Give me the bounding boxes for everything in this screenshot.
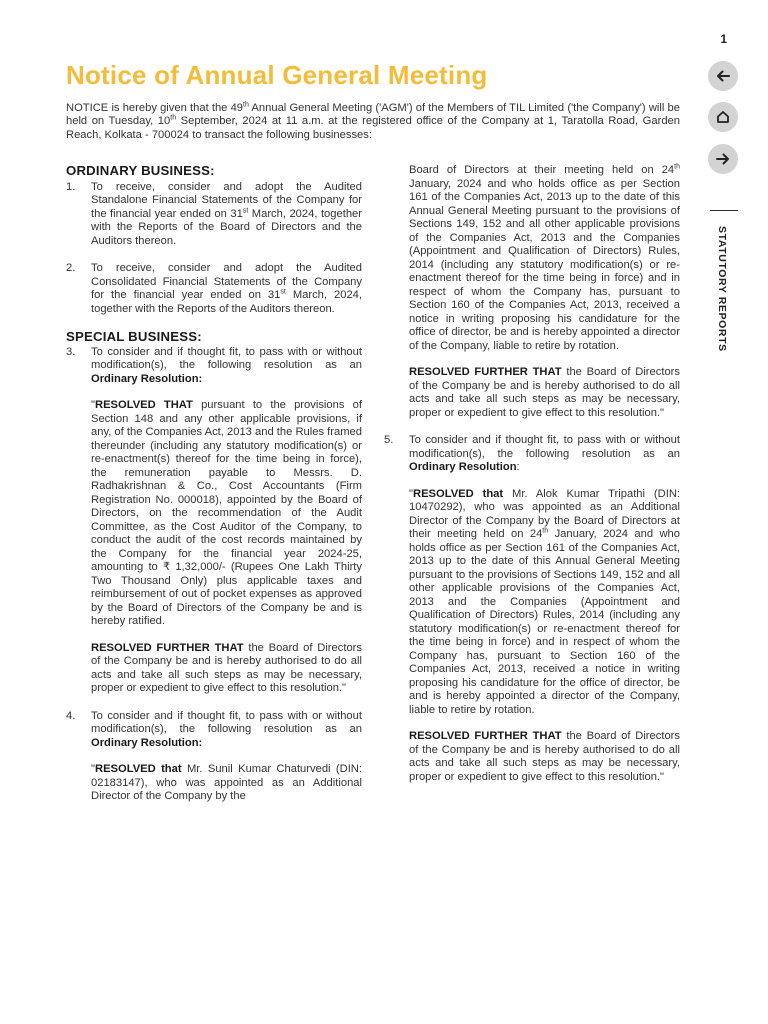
item-intro: To consider and if thought fit, to pass with or without modification(s), the following resolution as an Ordinary Resolution: bbox=[91, 709, 362, 749]
special-item-5 bbox=[384, 434, 680, 784]
resolution-further-text: RESOLVED FURTHER THAT the Board of Directors of the Company be and is hereby authorised to do all acts and take all such steps as may be necessary, proper or expedient to give effect to this resolution." bbox=[409, 366, 680, 419]
ordinary-item-1 bbox=[66, 181, 362, 249]
resolution-text: "RESOLVED THAT pursuant to the provisions of Section 148 and any other applicable provisions, if any, of the Companies Act, 2013 and the Rules framed thereunder (including any statutory modification(s) or re-enactment(s) thereof for the time being in force), the remuneration payable to Messrs. D. Radhakrishnan & Co., Cost Accountants (Firm Registration No. 000018), appointed by the Board of Directors, on the recommendation of the Audit Committee, as the Cost Auditor of the Company, to conduct the audit of the cost records maintained by the Company for the financial year 2024-25, amounting to ₹ 1,32,000/- (Rupees One Lakh Thirty Two Thousand Only) plus applicable taxes and reimbursement of out of pocket expenses as approved by the Board of Directors of the Company be and is hereby ratified. bbox=[91, 399, 362, 627]
item-number: 5. bbox=[384, 434, 394, 446]
item-number: 2. bbox=[66, 262, 76, 274]
resolution-further-text: RESOLVED FURTHER THAT the Board of Directors of the Company be and is hereby authorised to do all acts and take all such steps as may be necessary, proper or expedient to give effect to this resolution." bbox=[91, 641, 362, 694]
item-text: To receive, consider and adopt the Audited Consolidated Financial Statements of the Company for the financial year ended on 31st March, 2024, together with the Reports of the Auditors thereon. bbox=[91, 262, 362, 315]
special-item-4-continued bbox=[384, 164, 680, 420]
special-item-3 bbox=[66, 346, 362, 696]
resolution-further-text: RESOLVED FURTHER THAT the Board of Directors of the Company be and is hereby authorised to do all acts and take all such steps as may be necessary, proper or expedient to give effect to this resolution." bbox=[409, 730, 680, 783]
resolution-text: "RESOLVED that Mr. Alok Kumar Tripathi (DIN: 10470292), who was appointed as an Additional Director of the Company by the Board of Directors at their meeting held on 24th January, 2024 and who holds office as per Section 161 of the Companies Act, 2013 up to the date of this Annual General Meeting pursuant to the provisions of Sections 149, 152 and all other applicable provisions of the Companies Act, 2013 and the Companies (Appointment and Qualification of Directors) Rules, 2014 (including any statutory modification(s) or re-enactment thereof for the time being in force) and in respect of whom the Company has, pursuant to Section 160 of the Companies Act, 2013, received a notice in writing proposing his candidature for the office of director, be and is hereby appointed a director of the Company, liable to retire by rotation. bbox=[409, 487, 681, 716]
item-text: To receive, consider and adopt the Audited Standalone Financial Statements of the Company for the financial year ended on 31st March, 2024, together with the Reports of the Board of Directors and the Auditors thereon. bbox=[91, 180, 362, 247]
home-button[interactable] bbox=[708, 102, 738, 132]
arrow-left-icon bbox=[715, 68, 731, 84]
ordinary-business-heading: ORDINARY BUSINESS: bbox=[66, 163, 215, 178]
special-business-heading: SPECIAL BUSINESS: bbox=[66, 329, 202, 344]
home-icon bbox=[715, 109, 731, 125]
forward-button[interactable] bbox=[708, 144, 738, 174]
special-item-4 bbox=[66, 710, 362, 804]
ordinary-item-2 bbox=[66, 262, 362, 316]
back-button[interactable] bbox=[708, 61, 738, 91]
page-number: 1 bbox=[720, 32, 727, 46]
item-intro: To consider and if thought fit, to pass with or without modification(s), the following resolution as an Ordinary Resolution: bbox=[409, 434, 680, 473]
right-column bbox=[384, 164, 680, 784]
section-side-label: STATUTORY REPORTS bbox=[716, 226, 728, 352]
item-number: 1. bbox=[66, 180, 76, 193]
arrow-right-icon bbox=[715, 151, 731, 167]
page-title: Notice of Annual General Meeting bbox=[66, 60, 488, 90]
item-intro: To consider and if thought fit, to pass with or without modification(s), the following resolution as an Ordinary Resolution: bbox=[91, 345, 362, 385]
side-divider bbox=[710, 210, 738, 211]
left-column bbox=[66, 164, 362, 804]
item-number: 3. bbox=[66, 345, 76, 358]
intro-paragraph: NOTICE is hereby given that the 49th Annual General Meeting ('AGM') of the Members of TIL Limited ('the Company') will be held on Tuesday, 10th September, 2024 at 11 a.m. at the registered office of the Company at 1, Taratolla Road, Garden Reach, Kolkata - 700024 to transact the following businesses: bbox=[66, 101, 680, 141]
item-number: 4. bbox=[66, 709, 76, 722]
resolution-text-continued: Board of Directors at their meeting held on 24th January, 2024 and who holds office as per Section 161 of the Companies Act, 2013 up to the date of this Annual General Meeting pursuant to the provisions of Sections 149, 152 and all other applicable provisions of the Companies Act, 2013 and the Companies (Appointment and Qualification of Directors) Rules, 2014 (including any statutory modification(s) or re-enactment thereof for the time being in force) and in respect of whom the Company has, pursuant to Section 160 of the Companies Act, 2013, received a notice in writing proposing his candidature for the office of director, be and is hereby appointed a director of the Company, liable to retire by rotation. bbox=[409, 163, 680, 352]
resolution-text: "RESOLVED that Mr. Sunil Kumar Chaturvedi (DIN: 02183147), who was appointed as an Additional Director of the Company by the bbox=[91, 763, 362, 802]
